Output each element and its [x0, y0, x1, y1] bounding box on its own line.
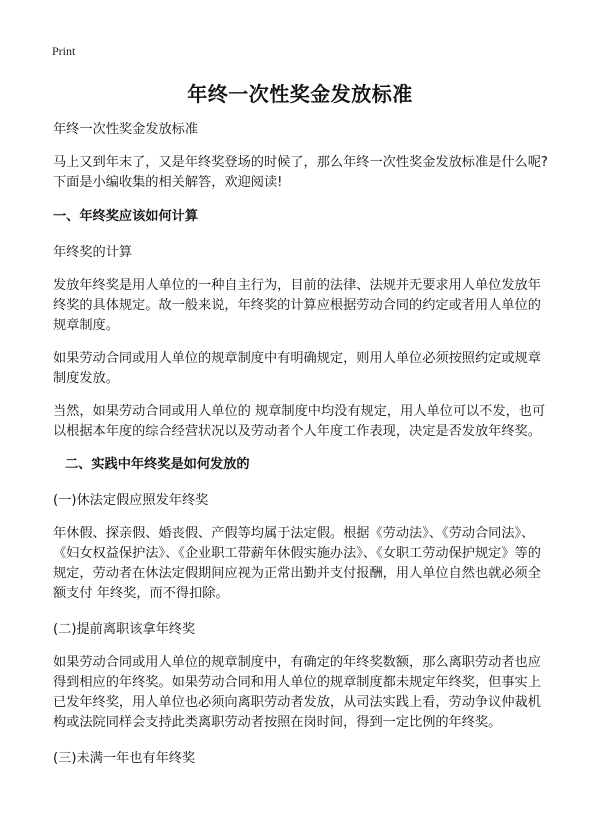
section2-item3-subheading: (三)未满一年也有年终奖: [53, 751, 196, 766]
intro-paragraph: 马上又到年末了，又是年终奖登场的时候了，那么年终一次性奖金发放标准是什么呢?下面是小编收集的相关解答，欢迎阅读!: [53, 155, 548, 190]
article-subtitle: 年终一次性奖金发放标准: [53, 122, 199, 137]
section2-item1-text: 年休假、探亲假、婚丧假、产假等均属于法定假。根据《劳动法》、《劳动合同法》、《妇女权益保护法》、《企业职工带薪年休假实施办法》、《女职工劳动保护规定》等的规定，劳动者在休法定假期间应视为正常出勤并支付报酬，用人单位自然也就必须全额支付 年终奖，而不得扣除。: [53, 526, 541, 601]
section2-item2-subheading: (二)提前离职该拿年终奖: [53, 622, 196, 637]
print-label[interactable]: Print: [52, 44, 76, 58]
article-body: [53, 120, 553, 769]
section2-heading: 二、实践中年终奖是如何发放的: [65, 457, 250, 472]
section1-paragraph-3: 当然，如果劳动合同或用人单位的 规章制度中均没有规定，用人单位可以不发，也可以根据本年度的综合经营状况以及劳动者个人年度工作表现，决定是否发放年终奖。: [53, 404, 546, 439]
section1-heading: 一、年终奖应该如何计算: [53, 209, 199, 224]
section1-subheading: 年终奖的计算: [53, 245, 133, 260]
page-title: 年终一次性奖金发放标准: [187, 82, 413, 106]
section1-paragraph-2: 如果劳动合同或用人单位的规章制度中有明确规定，则用人单位必须按照约定或规章制度发放。: [53, 351, 541, 386]
section2-item2-text: 如果劳动合同或用人单位的规章制度中，有确定的年终奖数额，那么离职劳动者也应得到相应的年终奖。如果劳动合同和用人单位的规章制度都未规定年终奖，但事实上已发年终奖，用人单位也必须向离职劳动者发放，从司法实践上看，劳动争议仲裁机构或法院同样会支持此类离职劳动者按照在岗时间，得到一定比例的年终奖。: [53, 655, 541, 730]
section2-item1-subheading: (一)休法定假应照发年终奖: [53, 493, 209, 508]
section1-paragraph-1: 发放年终奖是用人单位的一种自主行为，目前的法律、法规并无要求用人单位发放年终奖的具体规定。故一般来说，年终奖的计算应根据劳动合同的约定或者用人单位的规章制度。: [53, 278, 541, 333]
